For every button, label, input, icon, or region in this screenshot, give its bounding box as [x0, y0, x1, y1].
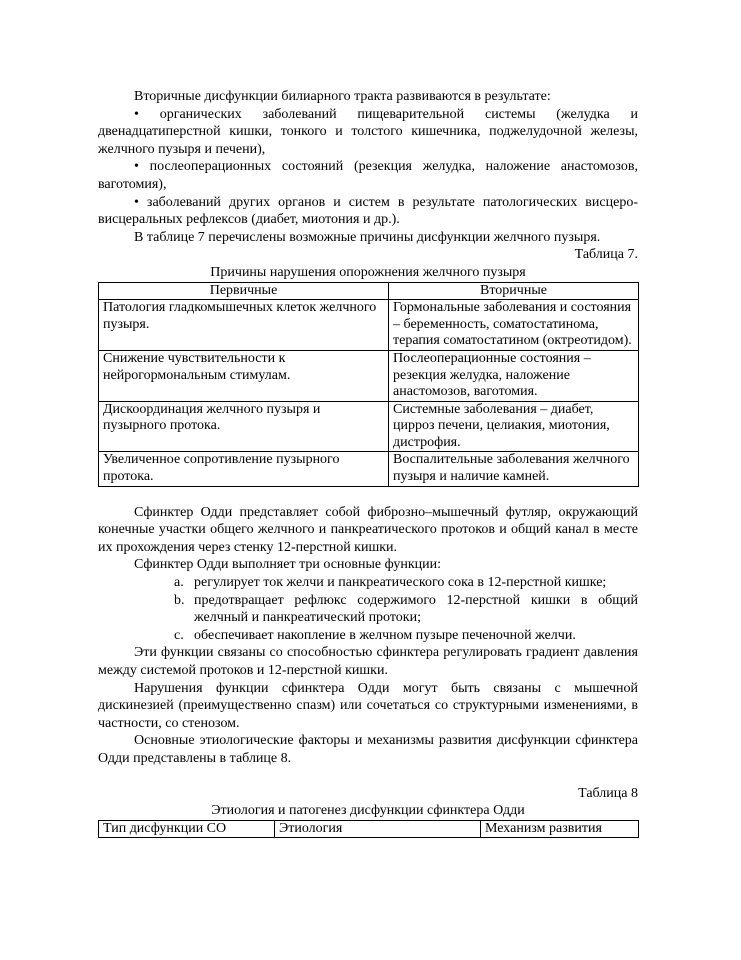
table-row [99, 300, 639, 351]
table-cell: Дискоординация желчного пузыря и пузырного протока. [99, 401, 389, 452]
table-header-cell: Механизм развития [481, 820, 639, 838]
table-header-cell: Вторичные [389, 282, 639, 300]
intro-lead: Вторичные дисфункции билиарного тракта развиваются в результате: [134, 89, 551, 104]
table-cell: Снижение чувствительности к нейрогормональным стимулам. [99, 350, 389, 401]
intro-bullet: • органических заболеваний пищеварительной системы (желудка и двенадцатиперстной кишки, тонкого и толстого кишечника, поджелудочной железы, желчного пузыря и печени), [98, 106, 638, 157]
list-item [174, 574, 638, 592]
table-cell: Воспалительные заболевания желчного пузыря и наличие камней. [389, 452, 639, 486]
list-marker: a. [174, 575, 184, 591]
list-item [174, 627, 638, 645]
oddi-functions-lead: Сфинктер Одди выполняет три основные функции: [134, 557, 442, 573]
oddi-paragraph: Основные этиологические факторы и механизмы развития дисфункции сфинктера Одди представлены в таблице 8. [98, 733, 638, 766]
intro-table-ref: В таблице 7 перечислены возможные причины дисфункции желчного пузыря. [134, 229, 601, 245]
table-cell: Увеличенное сопротивление пузырного протока. [99, 452, 389, 486]
table-cell: Послеоперационные состояния – резекция желудка, наложение анастомозов, ваготомия. [389, 350, 639, 401]
table-header-cell: Тип дисфункции СО [99, 820, 275, 838]
intro-bullet: • послеоперационных состояний (резекция желудка, наложение анастомозов, ваготомия), [98, 159, 638, 192]
table-header-row [99, 820, 639, 838]
table-cell: Системные заболевания – диабет, цирроз печени, целиакия, миотония, дистрофия. [389, 401, 639, 452]
table7-title: Причины нарушения опорожнения желчного пузыря [210, 264, 526, 280]
table8-label: Таблица 8 [578, 785, 638, 801]
table-row [99, 401, 639, 452]
oddi-paragraph: Сфинктер Одди представляет собой фиброзно–мышечный футляр, окружающий конечные участки общего желчного и панкреатического протоков и общий канал в месте их прохождения через стенку 12-перстной кишки. [98, 504, 638, 555]
table8 [98, 820, 639, 839]
oddi-paragraph: Нарушения функции сфинктера Одди могут быть связаны с мышечной дискинезией (преимущественно спазм) или сочетаться со структурными изменениями, в частности, со стенозом. [98, 680, 638, 731]
list-item [174, 592, 638, 627]
list-marker: b. [174, 592, 185, 608]
table-header-row [99, 282, 639, 300]
list-text: обеспечивает накопление в желчном пузыре печеночной желчи. [194, 627, 576, 643]
list-marker: c. [174, 627, 184, 643]
table-cell: Гормональные заболевания и состояния – беременность, соматостатинома, терапия соматостатином (октреотидом). [389, 300, 639, 351]
intro-bullet: • заболеваний других органов и систем в результате патологических висцеро-висцеральных рефлексов (диабет, миотония и др.). [98, 194, 638, 228]
oddi-paragraph: Эти функции связаны со способностью сфинктера регулировать градиент давления между системой протоков и 12-перстной кишки. [98, 645, 638, 678]
table-header-cell: Этиология [275, 820, 481, 838]
table-row [99, 350, 639, 401]
oddi-functions-list [98, 574, 638, 644]
table7 [98, 282, 639, 487]
table8-title: Этиология и патогенез дисфункции сфинктера Одди [211, 803, 525, 819]
table7-label: Таблица 7. [574, 247, 638, 263]
list-text: предотвращает рефлюкс содержимого 12-перстной кишки в общий желчный и панкреатический протоки; [194, 592, 638, 626]
list-text: регулирует ток желчи и панкреатического сока в 12-перстной кишке; [194, 575, 607, 591]
table-header-cell: Первичные [99, 282, 389, 300]
table-cell: Патология гладкомышечных клеток желчного пузыря. [99, 300, 389, 351]
page-content [98, 88, 638, 838]
table-row [99, 452, 639, 486]
